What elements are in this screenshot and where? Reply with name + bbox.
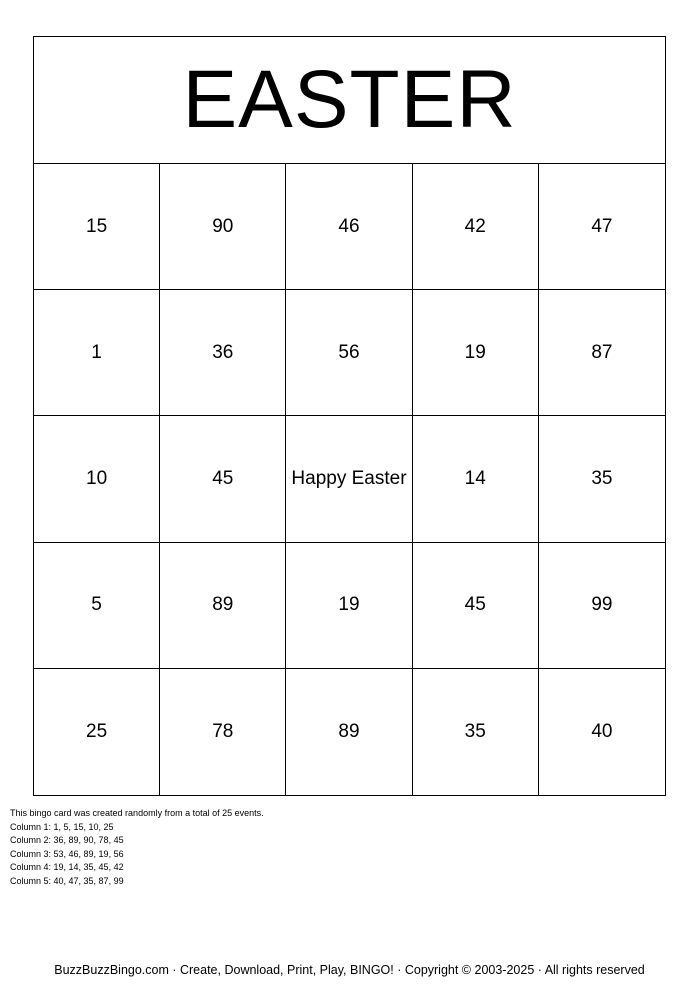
bingo-cell: 19: [413, 290, 539, 416]
card-title: EASTER: [34, 37, 665, 164]
column-list-item: Column 2: 36, 89, 90, 78, 45: [10, 835, 124, 845]
bingo-cell: 45: [160, 416, 286, 542]
bingo-cell: 35: [539, 416, 665, 542]
bingo-cell: 42: [413, 164, 539, 290]
column-list-item: Column 1: 1, 5, 15, 10, 25: [10, 821, 114, 832]
bingo-cell: 47: [539, 164, 665, 290]
page-footer: BuzzBuzzBingo.com · Create, Download, Print, Play, BINGO! · Copyright © 2003-2025 · All rights reserved: [54, 963, 645, 977]
card-info: [10, 807, 264, 888]
bingo-cell: 14: [413, 416, 539, 542]
bingo-cell: 78: [160, 669, 286, 795]
column-list-item: Column 4: 19, 14, 35, 45, 42: [10, 862, 124, 872]
bingo-cell: 36: [160, 290, 286, 416]
bingo-cell: 10: [34, 416, 160, 542]
bingo-cell: 5: [34, 543, 160, 669]
bingo-cell: 1: [34, 290, 160, 416]
bingo-cell: 46: [286, 164, 412, 290]
bingo-cell: 56: [286, 290, 412, 416]
bingo-cell: 99: [539, 543, 665, 669]
bingo-cell: 45: [413, 543, 539, 669]
bingo-cell: 15: [34, 164, 160, 290]
bingo-card: [33, 36, 666, 796]
bingo-cell: 87: [539, 290, 665, 416]
bingo-cell: 25: [34, 669, 160, 795]
free-space-cell: Happy Easter: [286, 416, 412, 542]
card-summary: This bingo card was created randomly from a total of 25 events.: [10, 808, 264, 818]
bingo-cell: 19: [286, 543, 412, 669]
bingo-cell: 89: [286, 669, 412, 795]
column-list-item: Column 5: 40, 47, 35, 87, 99: [10, 875, 124, 886]
column-list-item: Column 3: 53, 46, 89, 19, 56: [10, 848, 124, 859]
bingo-cell: 89: [160, 543, 286, 669]
bingo-grid: [34, 164, 665, 795]
bingo-cell: 35: [413, 669, 539, 795]
bingo-cell: 40: [591, 720, 613, 742]
bingo-cell: 90: [160, 164, 286, 290]
